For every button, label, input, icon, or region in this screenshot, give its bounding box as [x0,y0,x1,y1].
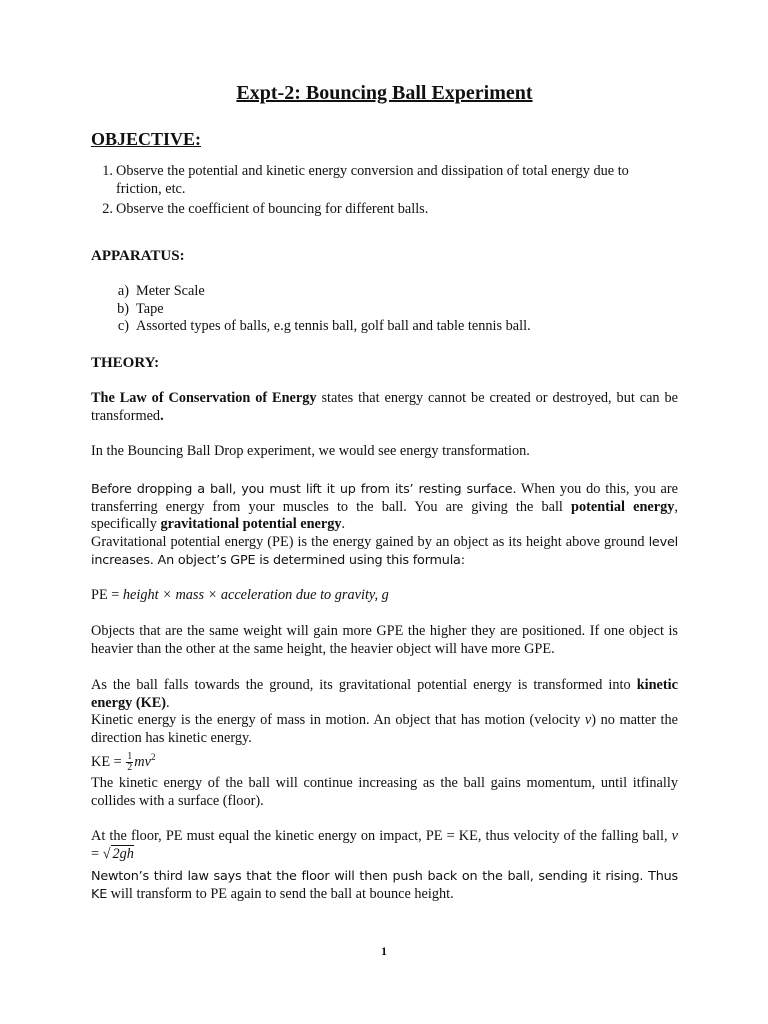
list-item: c) Assorted types of balls, e.g tennis ball, golf ball and table tennis ball. [117,318,531,335]
lifting-paragraph: Before dropping a ball, you must lift it up from its’ resting surface. When you do this, you are transferring energy from your muscles to the ball. You are giving the ball potential energy, specifically gravitational potential energy. [91,481,678,533]
theory-heading: THEORY: [91,355,160,371]
list-item: 1. Observe the potential and kinetic energy conversion and dissipation of total energy due to friction, etc. [102,163,629,197]
objective-heading: OBJECTIVE: [91,129,202,149]
apparatus-heading: APPARATUS: [91,248,185,264]
sqrt-symbol: √ [102,845,111,862]
list-item: b) Tape [117,300,164,317]
page-number: 1 [381,944,387,958]
apparatus-list [91,283,678,336]
falling-paragraph: As the ball falls towards the ground, its gravitational potential energy is transformed into kinetic energy (KE). [91,677,678,711]
list-item: a) Meter Scale [117,283,205,299]
gpe-weight-paragraph: Objects that are the same weight will gain more GPE the higher they are positioned. If one object is heavier than the other at the same height, the heavier object will have more GPE. [91,623,678,657]
newton-third-law-paragraph: Newton’s third law says that the floor will then push back on the ball, sending it rising. Thus KE will transform to PE again to send the ball at bounce height. [91,869,678,902]
objective-list [91,162,678,220]
fraction-one-half: $\frac{1}{2}$ [127,750,133,773]
floor-impact-paragraph: At the floor, PE must equal the kinetic energy on impact, PE = KE, thus velocity of the falling ball, v = √ 2gh [91,828,678,862]
gpe-definition-paragraph: Gravitational potential energy (PE) is the energy gained by an object as its height above ground level increases. An object’s GPE is determined using this formula: [91,534,678,568]
list-item: 2. Observe the coefficient of bouncing for different balls. [102,201,429,217]
ke-definition-paragraph: Kinetic energy is the energy of mass in motion. An object that has motion (velocity v) no matter the direction has kinetic energy. [91,712,679,746]
ke-formula: KE = $\frac{1}{2}$ $mv^2$ [91,750,156,773]
conservation-law-paragraph: The Law of Conservation of Energy states that energy cannot be created or destroyed, but can be transformed. [91,390,678,424]
pe-formula: PE = height × mass × acceleration due to gravity, g [91,587,389,603]
page-title: Expt-2: Bouncing Ball Experiment [236,82,533,104]
transformation-paragraph: In the Bouncing Ball Drop experiment, we would see energy transformation. [91,443,530,459]
ke-momentum-paragraph: The kinetic energy of the ball will continue increasing as the ball gains momentum, until itfinally collides with a surface (floor). [91,775,678,809]
